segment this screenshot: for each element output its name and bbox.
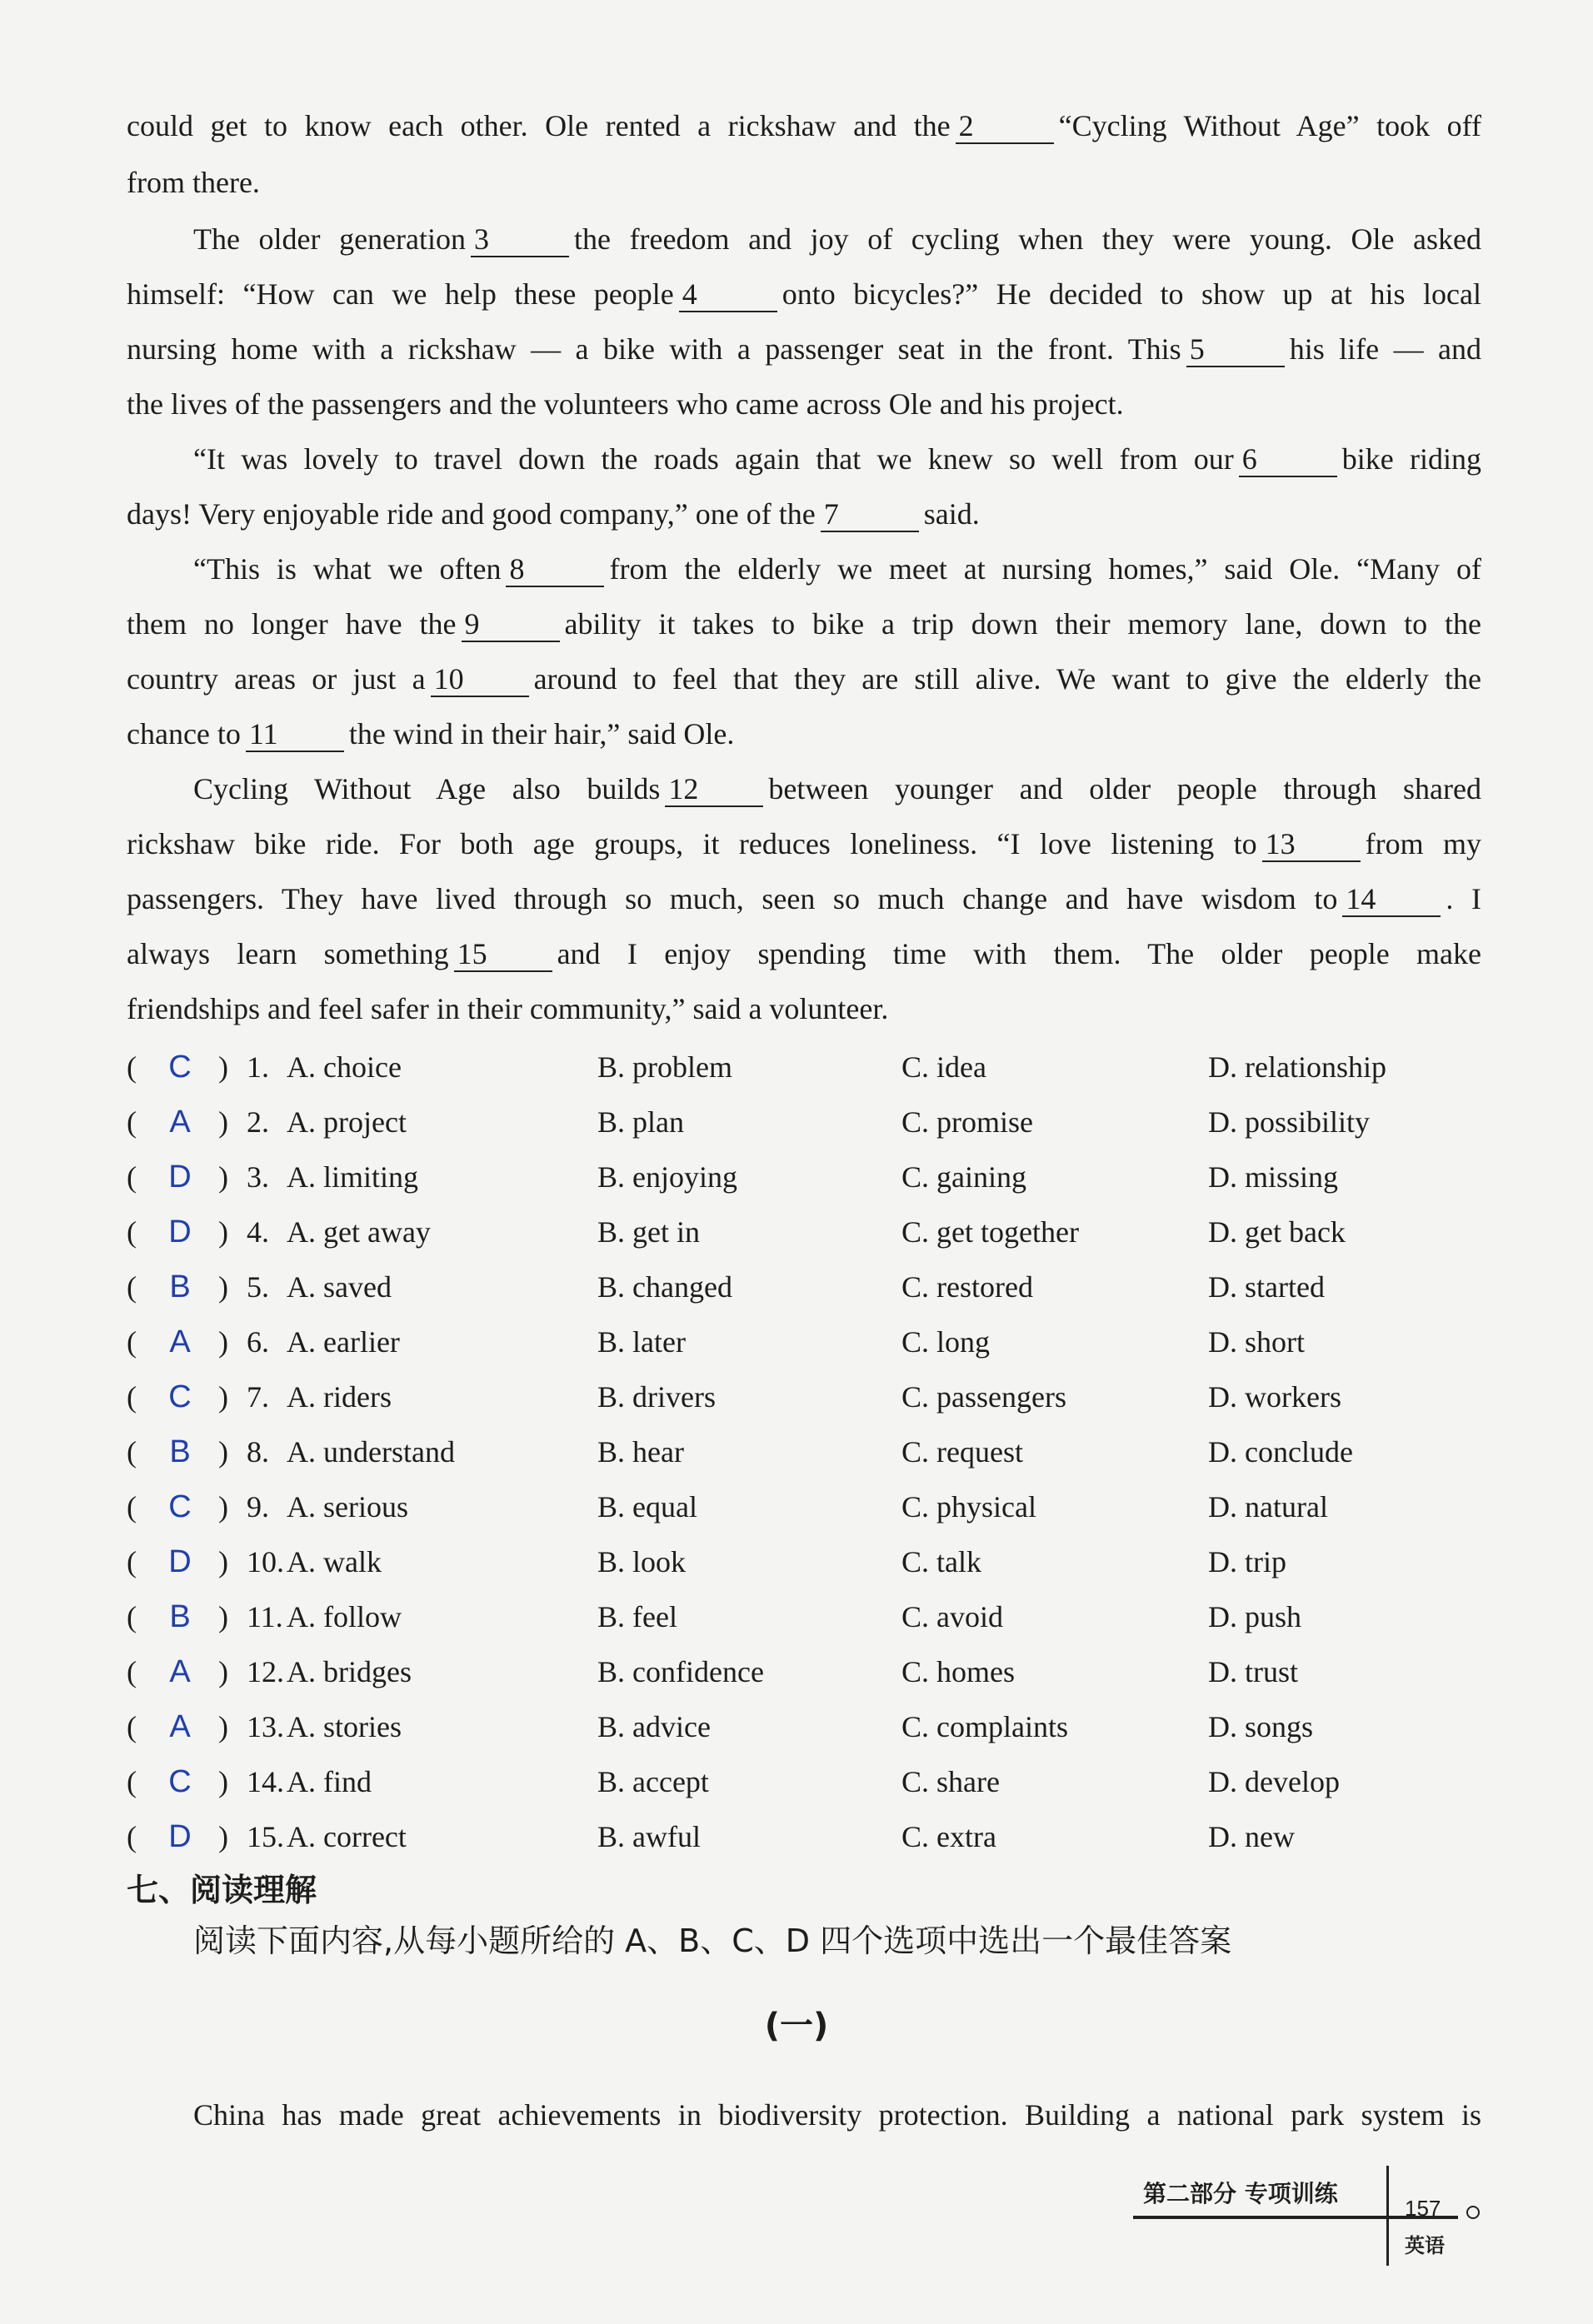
option-b: B. get in	[597, 1215, 700, 1249]
question-row	[127, 1204, 1493, 1259]
question-row	[127, 1809, 1493, 1864]
passage-line: friendships and feel safer in their community,” said a volunteer.	[127, 992, 889, 1025]
close-paren: )	[218, 1765, 228, 1798]
question-number: 5.	[247, 1270, 269, 1304]
option-a: A. stories	[287, 1710, 402, 1743]
question-number: 7.	[247, 1380, 269, 1414]
instruction: 阅读下面内容,从每小题所给的 A、B、C、D 四个选项中选出一个最佳答案	[193, 1923, 1232, 1959]
question-row	[127, 1150, 1493, 1204]
option-b: B. awful	[597, 1820, 701, 1853]
option-c: C. passengers	[901, 1380, 1066, 1414]
answer-mark: D	[168, 1544, 192, 1579]
option-a: A. understand	[287, 1435, 455, 1469]
blank-3: 3	[471, 222, 569, 257]
option-d: D. trip	[1208, 1545, 1286, 1578]
option-d: D. push	[1208, 1600, 1302, 1633]
open-paren: (	[127, 1655, 137, 1688]
open-paren: (	[127, 1105, 137, 1139]
close-paren: )	[218, 1160, 228, 1194]
option-c: C. homes	[901, 1655, 1016, 1688]
open-paren: (	[127, 1820, 137, 1853]
option-b: B. changed	[597, 1270, 732, 1304]
answer-mark: B	[169, 1269, 191, 1304]
option-a: A. bridges	[287, 1655, 412, 1688]
option-d: D. new	[1208, 1820, 1295, 1853]
option-b: B. enjoying	[597, 1160, 737, 1194]
blank-10: 10	[431, 662, 529, 697]
open-paren: (	[127, 1160, 137, 1194]
close-paren: )	[218, 1325, 228, 1359]
answer-mark: B	[169, 1434, 191, 1469]
option-d: D. missing	[1208, 1160, 1339, 1194]
option-d: D. conclude	[1208, 1435, 1353, 1469]
blank-2: 2	[956, 109, 1054, 144]
open-paren: (	[127, 1765, 137, 1798]
question-number: 9.	[247, 1490, 269, 1524]
option-c: C. physical	[901, 1490, 1036, 1524]
close-paren: )	[218, 1710, 228, 1743]
option-a: A. correct	[287, 1820, 407, 1853]
answer-mark: A	[169, 1105, 191, 1140]
option-b: B. drivers	[597, 1380, 716, 1414]
open-paren: (	[127, 1490, 137, 1524]
answer-mark: C	[168, 1050, 192, 1085]
question-row	[127, 1534, 1493, 1589]
close-paren: )	[218, 1600, 228, 1633]
option-d: D. songs	[1208, 1710, 1314, 1743]
question-row	[127, 1754, 1493, 1809]
answer-mark: A	[169, 1709, 191, 1744]
passage-line: Cycling Without Age also builds 12 between younger and older people through shared	[193, 772, 1481, 805]
option-b: B. later	[597, 1325, 686, 1359]
question-number: 11.	[247, 1600, 283, 1633]
option-d: D. started	[1208, 1270, 1325, 1304]
passage-line: nursing home with a rickshaw — a bike with a passenger seat in the front. This 5 his life — and	[127, 332, 1481, 366]
answer-mark: C	[168, 1379, 192, 1414]
option-d: D. possibility	[1208, 1105, 1371, 1139]
option-d: D. short	[1208, 1325, 1305, 1359]
option-d: D. relationship	[1208, 1050, 1386, 1084]
passage-line: “This is what we often 8 from the elderly we meet at nursing homes,” said Ole. “Many of	[193, 552, 1481, 586]
option-b: B. confidence	[597, 1655, 764, 1688]
answer-mark: D	[168, 1214, 192, 1249]
passage-line: passengers. They have lived through so much, seen so much change and have wisdom to 14 . I	[127, 882, 1481, 915]
passage-line: chance to 11 the wind in their hair,” said Ole.	[127, 717, 735, 751]
option-c: C. avoid	[901, 1600, 1003, 1633]
blank-15: 15	[454, 937, 552, 972]
option-a: A. choice	[287, 1050, 402, 1084]
answer-mark: D	[168, 1160, 192, 1194]
option-a: A. get away	[287, 1215, 431, 1249]
question-number: 3.	[247, 1160, 269, 1194]
question-row	[127, 1314, 1493, 1369]
close-paren: )	[218, 1215, 228, 1249]
question-row	[127, 1259, 1493, 1314]
blank-12: 12	[665, 772, 763, 807]
question-number: 8.	[247, 1435, 269, 1469]
option-c: C. promise	[901, 1105, 1033, 1139]
passage-line: the lives of the passengers and the volunteers who came across Ole and his project.	[127, 387, 1124, 421]
blank-4: 4	[679, 277, 777, 312]
option-b: B. feel	[597, 1600, 677, 1633]
close-paren: )	[218, 1380, 228, 1414]
blank-8: 8	[506, 552, 604, 587]
question-number: 6.	[247, 1325, 269, 1359]
open-paren: (	[127, 1050, 137, 1084]
question-row	[127, 1369, 1493, 1424]
question-row	[127, 1644, 1493, 1699]
blank-13: 13	[1262, 827, 1361, 862]
page-number: 157	[1405, 2196, 1441, 2221]
question-number: 15.	[247, 1820, 284, 1853]
question-row	[127, 1699, 1493, 1754]
open-paren: (	[127, 1215, 137, 1249]
close-paren: )	[218, 1105, 228, 1139]
option-c: C. get together	[901, 1215, 1079, 1249]
option-b: B. advice	[597, 1710, 711, 1743]
passage-line: rickshaw bike ride. For both age groups, it reduces loneliness. “I love listening to 13 from my	[127, 827, 1481, 860]
option-d: D. trust	[1208, 1655, 1298, 1688]
open-paren: (	[127, 1325, 137, 1359]
option-a: A. earlier	[287, 1325, 400, 1359]
option-a: A. find	[287, 1765, 372, 1798]
answer-mark: B	[169, 1599, 191, 1634]
option-b: B. accept	[597, 1765, 709, 1798]
section-title: 七、阅读理解	[127, 1872, 317, 1908]
blank-7: 7	[821, 497, 919, 532]
option-a: A. limiting	[287, 1160, 419, 1194]
option-c: C. idea	[901, 1050, 986, 1084]
question-row	[127, 1040, 1493, 1095]
footer-divider	[1386, 2166, 1389, 2266]
blank-6: 6	[1239, 442, 1337, 477]
option-b: B. problem	[597, 1050, 732, 1084]
passage-number: (一)	[764, 2007, 829, 2045]
option-a: A. walk	[287, 1545, 382, 1578]
open-paren: (	[127, 1435, 137, 1469]
close-paren: )	[218, 1545, 228, 1578]
option-a: A. follow	[287, 1600, 402, 1633]
footer-section: 第二部分 专项训练	[1143, 2180, 1338, 2207]
passage-line: himself: “How can we help these people 4 onto bicycles?” He decided to show up at his local	[127, 277, 1481, 311]
question-row	[127, 1589, 1493, 1644]
passage-line: always learn something 15 and I enjoy spending time with them. The older people make	[127, 937, 1481, 970]
option-a: A. serious	[287, 1490, 408, 1524]
passage-line: them no longer have the 9 ability it takes to bike a trip down their memory lane, down to the	[127, 607, 1482, 641]
passage-line: from there.	[127, 166, 260, 199]
question-number: 1.	[247, 1050, 269, 1084]
passage-line: country areas or just a 10 around to feel that they are still alive. We want to give the elderly the	[127, 662, 1481, 696]
answer-mark: C	[168, 1489, 192, 1524]
option-c: C. complaints	[901, 1710, 1068, 1743]
close-paren: )	[218, 1270, 228, 1304]
close-paren: )	[218, 1435, 228, 1469]
option-d: D. get back	[1208, 1215, 1346, 1249]
question-number: 2.	[247, 1105, 269, 1139]
footer-dot	[1466, 2206, 1480, 2219]
blank-11: 11	[246, 717, 344, 752]
option-c: C. long	[901, 1325, 991, 1359]
question-number: 14.	[247, 1765, 284, 1798]
open-paren: (	[127, 1600, 137, 1633]
question-number: 10.	[247, 1545, 284, 1578]
option-a: A. saved	[287, 1270, 392, 1304]
passage-line: “It was lovely to travel down the roads again that we knew so well from our 6 bike riding	[193, 442, 1481, 476]
close-paren: )	[218, 1820, 228, 1853]
question-number: 12.	[247, 1655, 284, 1688]
answer-mark: A	[169, 1654, 191, 1689]
option-d: D. natural	[1208, 1490, 1328, 1524]
open-paren: (	[127, 1380, 137, 1414]
option-b: B. hear	[597, 1435, 684, 1469]
answer-mark: D	[168, 1819, 192, 1854]
passage-line: could get to know each other. Ole rented a rickshaw and the 2 “Cycling Without Age” took off	[127, 109, 1481, 142]
close-paren: )	[218, 1655, 228, 1688]
option-c: C. gaining	[901, 1160, 1026, 1194]
option-a: A. project	[287, 1105, 407, 1139]
option-d: D. develop	[1208, 1765, 1340, 1798]
close-paren: )	[218, 1050, 228, 1084]
answer-mark: A	[169, 1324, 191, 1359]
option-a: A. riders	[287, 1380, 392, 1414]
open-paren: (	[127, 1710, 137, 1743]
question-number: 4.	[247, 1215, 269, 1249]
question-row	[127, 1479, 1493, 1534]
answer-mark: C	[168, 1764, 192, 1799]
question-list	[127, 1040, 1493, 1864]
open-paren: (	[127, 1270, 137, 1304]
option-b: B. plan	[597, 1105, 684, 1139]
option-c: C. extra	[901, 1820, 996, 1853]
question-row	[127, 1095, 1493, 1150]
option-b: B. equal	[597, 1490, 697, 1524]
blank-14: 14	[1342, 882, 1441, 917]
blank-5: 5	[1186, 332, 1285, 367]
close-paren: )	[218, 1490, 228, 1524]
question-number: 13.	[247, 1710, 284, 1743]
subject-label: 英语	[1405, 2234, 1445, 2257]
option-d: D. workers	[1208, 1380, 1341, 1414]
question-row	[127, 1424, 1493, 1479]
passage-line: The older generation 3 the freedom and joy of cycling when they were young. Ole asked	[193, 222, 1481, 256]
option-b: B. look	[597, 1545, 687, 1578]
option-c: C. request	[901, 1435, 1023, 1469]
option-c: C. talk	[901, 1545, 981, 1578]
passage-line: China has made great achievements in biodiversity protection. Building a national park system is	[193, 2098, 1481, 2132]
passage-line: days! Very enjoyable ride and good company,” one of the 7 said.	[127, 497, 980, 531]
option-c: C. share	[901, 1765, 1000, 1798]
option-c: C. restored	[901, 1270, 1033, 1304]
open-paren: (	[127, 1545, 137, 1578]
blank-9: 9	[462, 607, 560, 642]
